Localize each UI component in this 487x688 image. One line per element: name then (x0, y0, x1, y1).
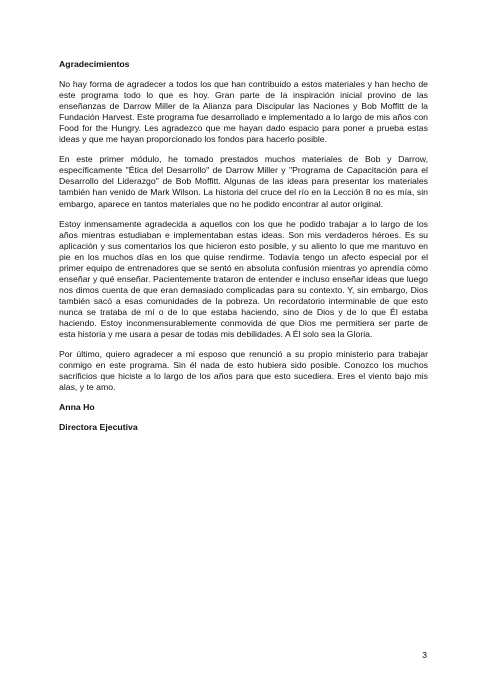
signature-title: Directora Ejecutiva (59, 422, 138, 433)
section-heading: Agradecimientos (59, 59, 130, 69)
paragraph-2: En este primer módulo, he tomado prestados muchos materiales de Bob y Darrow, específicamente "Ética del Desarrollo" de Darrow Miller y "Programa de Capacitación para el Desarrollo del Liderazgo" de Bob Moffitt. Algunas de las ideas para presentar los materiales también han venido de Mark Wilson. La historia del cruce del río en la Lección 8 no es mía, sin embargo, aparece en tantos materiales que no he podido encontrar al autor original. (59, 154, 428, 209)
paragraph-1: No hay forma de agradecer a todos los que han contribuido a estos materiales y han hecho de este programa todo lo que es hoy. Gran parte de la inspiración inicial provino de las enseñanzas de Darrow Miller de la Alianza para Discipular las Naciones y Bob Moffitt de la Fundación Harvest. Este programa fue desarrollado e implementado a lo largo de mis años con Food for the Hungry. Les agradezco que me hayan dado espacio para poner a prueba estas ideas y que me hayan proporcionado los fondos para hacerlo posible. (59, 79, 428, 145)
paragraph-3: Estoy inmensamente agradecida a aquellos con los que he podido trabajar a lo largo de los años mientras estudiaban e implementaban estas ideas. Son mis verdaderos héroes. Es su aplicación y sus comentarios los que hicieron esto posible, y su aliento lo que me mantuvo en pie en los muchos días en los que quise rendirme. Todavía tengo un afecto especial por el primer equipo de entrenadores que se sentó en absoluta confusión mientras yo aprendía cómo enseñar y qué enseñar. Pacientemente trataron de entender e incluso enseñar ideas que luego nos dimos cuenta de que eran demasiado complicadas para su contexto. Y, sin embargo, Dios también sacó a esas comunidades de la pobreza. Un recordatorio interminable de que esto nunca se trataba de mí o de lo que estaba haciendo, sino de Dios y de lo que Él estaba haciendo. Estoy inconmensurablemente conmovida de que Dios me permitiera ser parte de esta historia y me usara a pesar de todas mis debilidades. A Él solo sea la Gloria. (59, 218, 428, 340)
page-number: 3 (422, 650, 427, 660)
signature-name: Anna Ho (59, 402, 95, 413)
document-body (59, 59, 428, 442)
paragraph-4: Por último, quiero agradecer a mi esposo que renunció a su propio ministerio para trabajar conmigo en este programa. Sin él nada de esto hubiera sido posible. Conozco los muchos sacrificios que hiciste a lo largo de los años para que esto sucediera. Eres el viento bajo mis alas, y te amo. (59, 349, 428, 393)
